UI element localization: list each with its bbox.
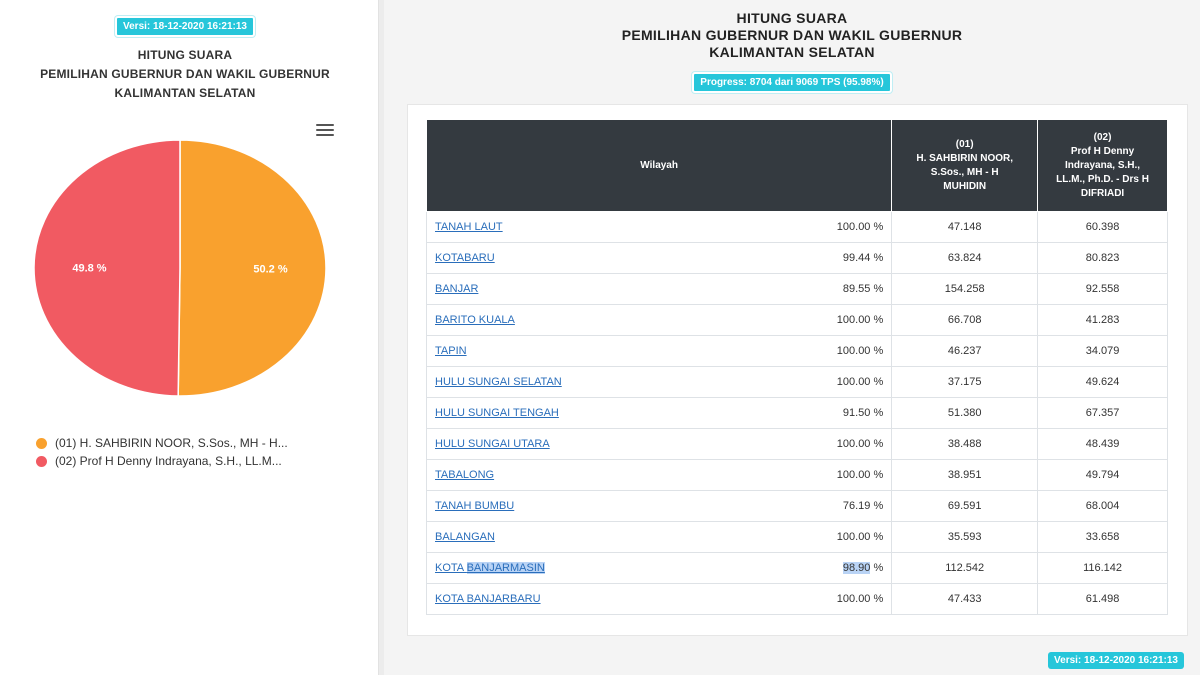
cell-votes-candidate-01: 37.175 — [892, 367, 1038, 398]
cell-votes-candidate-02: 68.004 — [1038, 491, 1168, 522]
table-row — [427, 336, 1168, 367]
legend-dot-02 — [36, 456, 47, 467]
region-link[interactable]: TANAH BUMBU — [435, 500, 515, 512]
header-candidate-01: (01) H. SAHBIRIN NOOR, S.Sos., MH - H MUHIDIN — [892, 120, 1038, 212]
table-body — [427, 212, 1168, 615]
results-table-card — [407, 104, 1188, 636]
results-title-line-3: KALIMANTAN SELATAN — [709, 44, 875, 60]
version-timestamp-badge: Versi: 18-12-2020 16:21:13 — [115, 16, 255, 37]
table-row — [427, 367, 1168, 398]
chart-title — [0, 46, 370, 103]
table-row — [427, 429, 1168, 460]
table-row — [427, 491, 1168, 522]
pie-slice-label-1: 50.2 % — [253, 263, 288, 276]
results-title — [384, 10, 1200, 61]
left-header — [0, 16, 370, 103]
progress-badge: Progress: 8704 dari 9069 TPS (95.98%) — [692, 72, 891, 93]
cell-votes-candidate-02: 92.558 — [1038, 274, 1168, 305]
cell-votes-candidate-01: 35.593 — [892, 522, 1038, 553]
region-link[interactable]: HULU SUNGAI UTARA — [435, 438, 550, 450]
cell-votes-candidate-01: 46.237 — [892, 336, 1038, 367]
cell-wilayah — [427, 398, 892, 429]
pie-slice-label-2: 49.8 % — [72, 262, 107, 275]
table-row — [427, 553, 1168, 584]
cell-wilayah — [427, 336, 892, 367]
header-candidate-02: (02) Prof H Denny Indrayana, S.H., LL.M., Ph.D. - Drs H DIFRIADI — [1038, 120, 1168, 212]
table-header-row — [427, 120, 1168, 212]
table-row — [427, 398, 1168, 429]
results-table — [426, 119, 1168, 615]
table-row — [427, 584, 1168, 615]
chart-title-line-1: HITUNG SUARA — [137, 48, 233, 62]
pie-chart-svg — [30, 140, 330, 402]
legend-dot-01 — [36, 438, 47, 449]
chart-title-line-3: KALIMANTAN SELATAN — [114, 86, 256, 100]
chart-legend — [36, 434, 288, 470]
cell-votes-candidate-02: 34.079 — [1038, 336, 1168, 367]
cell-votes-candidate-01: 47.148 — [892, 212, 1038, 243]
cell-wilayah — [427, 212, 892, 243]
results-header — [384, 10, 1200, 93]
cell-wilayah — [427, 305, 892, 336]
cell-progress-percent: 100.00 % — [836, 376, 884, 388]
region-link[interactable]: KOTA BANJARBARU — [435, 593, 541, 605]
cell-wilayah — [427, 491, 892, 522]
cell-wilayah — [427, 274, 892, 305]
cell-votes-candidate-02: 60.398 — [1038, 212, 1168, 243]
cell-progress-percent: 98.90 % — [842, 562, 884, 574]
region-link[interactable]: KOTA BANJARMASIN — [435, 562, 545, 574]
cell-votes-candidate-01: 38.951 — [892, 460, 1038, 491]
cell-votes-candidate-02: 61.498 — [1038, 584, 1168, 615]
pie-slice-2[interactable] — [34, 140, 180, 396]
pie-chart-panel — [0, 0, 378, 675]
cell-votes-candidate-01: 38.488 — [892, 429, 1038, 460]
cell-wilayah — [427, 429, 892, 460]
cell-votes-candidate-02: 33.658 — [1038, 522, 1168, 553]
cell-progress-percent: 99.44 % — [842, 252, 884, 264]
cell-wilayah — [427, 243, 892, 274]
table-row — [427, 212, 1168, 243]
hamburger-menu-icon[interactable] — [316, 124, 334, 138]
cell-votes-candidate-02: 49.794 — [1038, 460, 1168, 491]
cell-votes-candidate-01: 63.824 — [892, 243, 1038, 274]
legend-item-01[interactable] — [36, 434, 288, 452]
cell-votes-candidate-01: 112.542 — [892, 553, 1038, 584]
results-title-line-1: HITUNG SUARA — [736, 10, 848, 26]
cell-progress-percent: 76.19 % — [842, 500, 884, 512]
cell-votes-candidate-02: 67.357 — [1038, 398, 1168, 429]
table-row — [427, 243, 1168, 274]
cell-votes-candidate-01: 154.258 — [892, 274, 1038, 305]
cell-votes-candidate-02: 49.624 — [1038, 367, 1168, 398]
cell-progress-percent: 100.00 % — [836, 593, 884, 605]
cell-wilayah — [427, 522, 892, 553]
cell-progress-percent: 100.00 % — [836, 221, 884, 233]
cell-votes-candidate-02: 48.439 — [1038, 429, 1168, 460]
cell-votes-candidate-01: 66.708 — [892, 305, 1038, 336]
header-wilayah: Wilayah — [427, 120, 892, 212]
cell-progress-percent: 89.55 % — [842, 283, 884, 295]
cell-progress-percent: 91.50 % — [842, 407, 884, 419]
cell-wilayah — [427, 553, 892, 584]
footer-version-badge: Versi: 18-12-2020 16:21:13 — [1048, 652, 1184, 669]
region-link[interactable]: HULU SUNGAI TENGAH — [435, 407, 559, 419]
cell-votes-candidate-01: 47.433 — [892, 584, 1038, 615]
legend-item-02[interactable] — [36, 452, 288, 470]
legend-label-02: (02) Prof H Denny Indrayana, S.H., LL.M... — [55, 454, 282, 468]
cell-wilayah — [427, 367, 892, 398]
region-link[interactable]: HULU SUNGAI SELATAN — [435, 376, 562, 388]
region-link[interactable]: TABALONG — [435, 469, 495, 481]
legend-label-01: (01) H. SAHBIRIN NOOR, S.Sos., MH - H... — [55, 436, 288, 450]
table-row — [427, 274, 1168, 305]
region-link[interactable]: BANJAR — [435, 283, 479, 295]
region-link[interactable]: BARITO KUALA — [435, 314, 515, 326]
region-link[interactable]: KOTABARU — [435, 252, 495, 264]
table-row — [427, 522, 1168, 553]
cell-votes-candidate-01: 51.380 — [892, 398, 1038, 429]
cell-progress-percent: 100.00 % — [836, 531, 884, 543]
chart-title-line-2: PEMILIHAN GUBERNUR DAN WAKIL GUBERNUR — [40, 67, 330, 81]
cell-wilayah — [427, 584, 892, 615]
cell-progress-percent: 100.00 % — [836, 469, 884, 481]
cell-progress-percent: 100.00 % — [836, 345, 884, 357]
results-panel — [384, 0, 1200, 675]
cell-votes-candidate-02: 41.283 — [1038, 305, 1168, 336]
region-link[interactable]: TAPIN — [435, 345, 467, 357]
pie-slice-1[interactable] — [178, 140, 326, 396]
pie-chart — [30, 140, 330, 402]
cell-progress-percent: 100.00 % — [836, 438, 884, 450]
region-link[interactable]: BALANGAN — [435, 531, 495, 543]
cell-wilayah — [427, 460, 892, 491]
table-row — [427, 460, 1168, 491]
cell-votes-candidate-02: 116.142 — [1038, 553, 1168, 584]
table-row — [427, 305, 1168, 336]
cell-votes-candidate-02: 80.823 — [1038, 243, 1168, 274]
cell-votes-candidate-01: 69.591 — [892, 491, 1038, 522]
results-title-line-2: PEMILIHAN GUBERNUR DAN WAKIL GUBERNUR — [621, 27, 963, 43]
cell-progress-percent: 100.00 % — [836, 314, 884, 326]
region-link[interactable]: TANAH LAUT — [435, 221, 503, 233]
